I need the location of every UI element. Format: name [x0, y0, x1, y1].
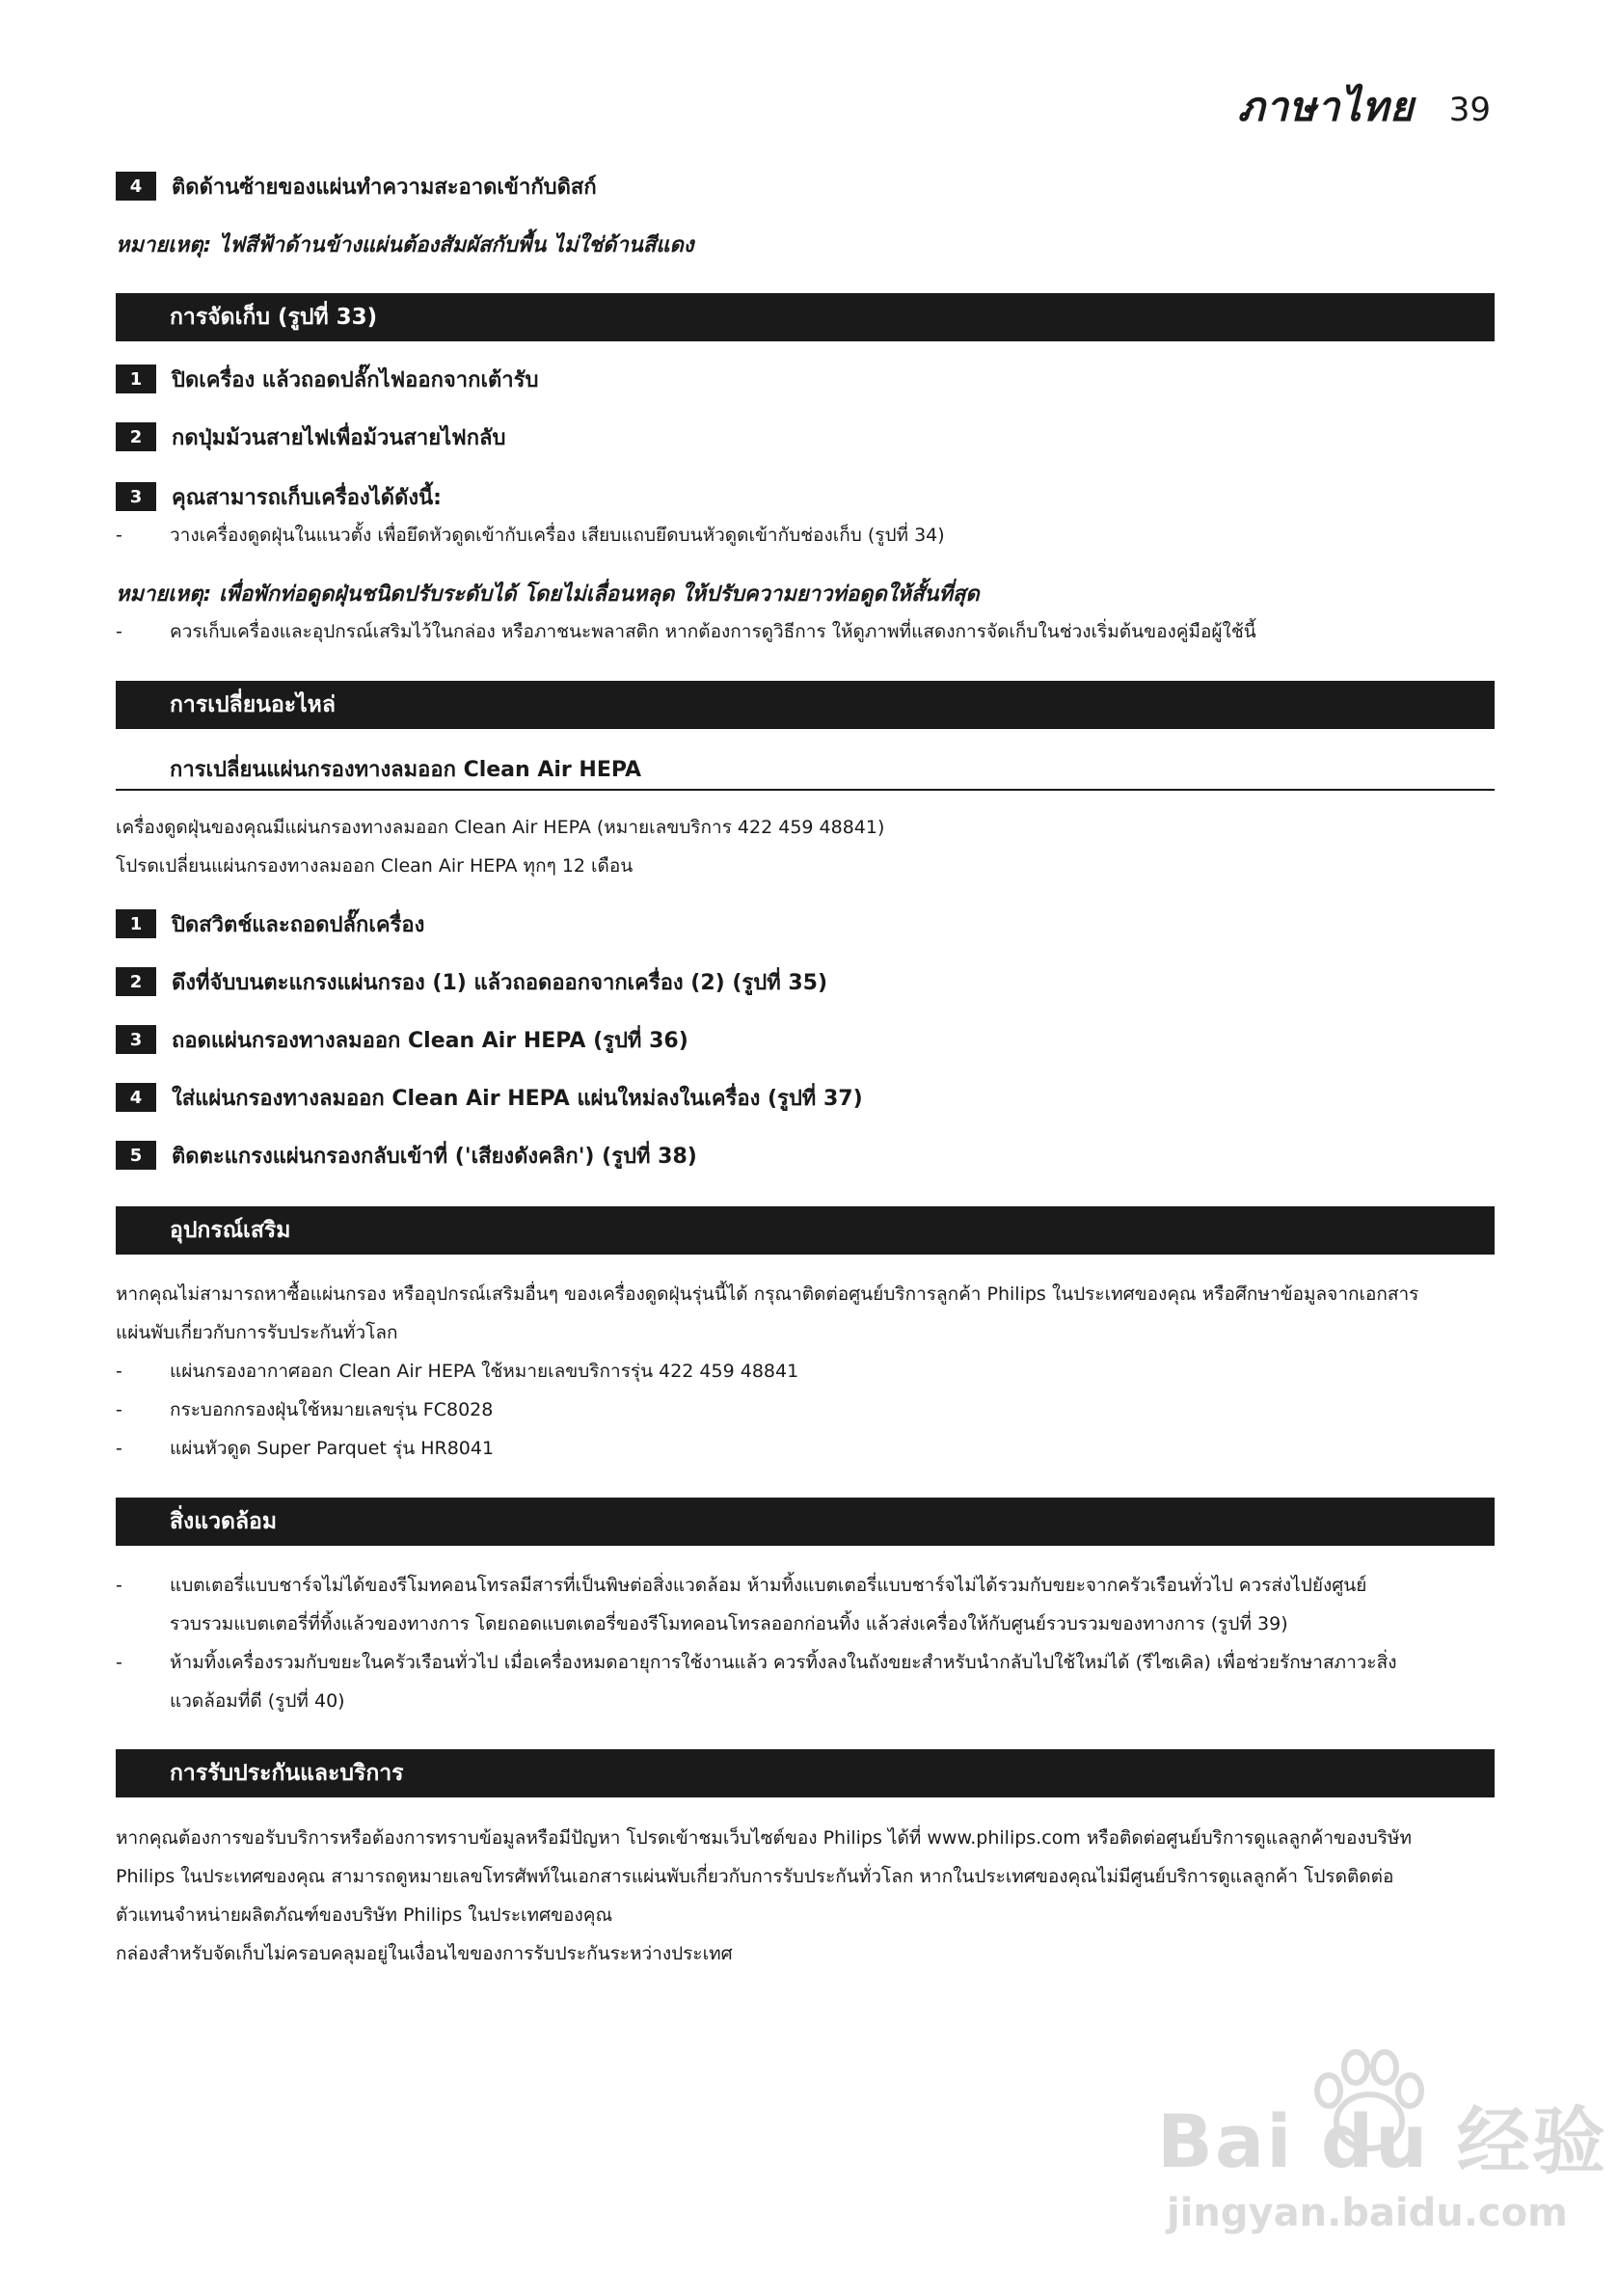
subsection-header — [116, 748, 1495, 791]
bullet-text: วางเครื่องดูดฝุ่นในแนวตั้ง เพื่อยึดหัวดูดเข้ากับเครื่อง เสียบแถบยึดบนหัวดูดเข้ากับช่องเก็บ (รูปที่ 34) — [170, 525, 945, 546]
paragraph: โปรดเปลี่ยนแผ่นกรองทางลมออก Clean Air HEPA ทุกๆ 12 เดือน — [116, 855, 634, 877]
paragraph: เครื่องดูดฝุ่นของคุณมีแผ่นกรองทางลมออก Clean Air HEPA (หมายเลขบริการ 422 459 48841) — [116, 817, 885, 838]
note-text: หมายเหตุ: ไฟสีฟ้าด้านข้างแผ่นต้องสัมผัสกับพื้น ไม่ใช่ด้านสีแดง — [116, 233, 694, 257]
bullet-text: กระบอกกรองฝุ่นใช้หมายเลขรุ่น FC8028 — [170, 1399, 494, 1420]
step-item — [116, 1023, 688, 1056]
bullet-item: - ห้ามทิ้งเครื่องรวมกับขยะในครัวเรือนทั่วไป เมื่อเครื่องหมดอายุการใช้งานแล้ว ควรทิ้งลงในถังขยะสำหรับนำกลับไปใช้ใหม่ได้ (รีไซเคิล) เพื่อช่วยรักษาสภาวะสิ่ง แวดล้อมที่ดี (รูปที่ 40) — [116, 1643, 1495, 1720]
step-number: 5 — [116, 1141, 156, 1170]
watermark-url: jingyan.baidu.com — [1167, 2191, 1568, 2235]
paragraph: แผ่นพับเกี่ยวกับการรับประกันทั่วโลก — [116, 1322, 398, 1343]
step-item — [116, 1139, 697, 1172]
section-title: อุปกรณ์เสริม — [170, 1218, 291, 1243]
paragraph: หากคุณต้องการขอรับบริการหรือต้องการทราบข้อมูลหรือมีปัญหา โปรดเข้าชมเว็บไซต์ของ Philips ได้ที่ www.philips.com หรือติดต่อศูนย์บริการดูแลลูกค้าของบริษัท — [116, 1827, 1412, 1849]
step-text: ใส่แผ่นกรองทางลมออก Clean Air HEPA แผ่นใหม่ลงในเครื่อง (รูปที่ 37) — [172, 1086, 863, 1111]
paragraph: Philips ในประเทศของคุณ สามารถดูหมายเลขโทรศัพท์ในเอกสารแผ่นพับเกี่ยวกับการรับประกันทั่วโลก หากในประเทศของคุณไม่มีศูนย์บริการดูแลลูกค้า โปรดติดต่อ — [116, 1866, 1394, 1887]
watermark-logo: Bai du 经验 — [1157, 2098, 1607, 2184]
step-number: 4 — [116, 1083, 156, 1112]
step-number: 2 — [116, 967, 156, 996]
step-item — [116, 1081, 863, 1114]
bullet-item: - แผ่นหัวดูด Super Parquet รุ่น HR8041 — [116, 1429, 1495, 1468]
step-text: ดึงที่จับบนตะแกรงแผ่นกรอง (1) แล้วถอดออกจากเครื่อง (2) (รูปที่ 35) — [172, 970, 828, 995]
bullet-text: ควรเก็บเครื่องและอุปกรณ์เสริมไว้ในกล่อง หรือภาชนะพลาสติก หากต้องการดูวิธีการ ให้ดูภาพที่แสดงการจัดเก็บในช่วงเริ่มต้นของคู่มือผู้ใช้นี้ — [170, 621, 1256, 642]
bullet-item: - กระบอกกรองฝุ่นใช้หมายเลขรุ่น FC8028 — [116, 1391, 1495, 1429]
section-title: การเปลี่ยนอะไหล่ — [170, 692, 336, 717]
bullet-item: - แผ่นกรองอากาศออก Clean Air HEPA ใช้หมายเลขบริการรุ่น 422 459 48841 — [116, 1352, 1495, 1391]
step-text: ถอดแผ่นกรองทางลมออก Clean Air HEPA (รูปที่ 36) — [172, 1028, 688, 1053]
bullet-text: แบตเตอรี่แบบชาร์จไม่ได้ของรีโมทคอนโทรลมีสารที่เป็นพิษต่อสิ่งแวดล้อม ห้ามทิ้งแบตเตอรี่แบบชาร์จไม่ได้รวมกับขยะจากครัวเรือนทั่วไป ควรส่งไปยังศูนย์ รวบรวมแบตเตอรี่ที่ทิ้งแล้วของทางการ โดยถอดแบตเตอรี่ของรีโมทคอนโทรลออกก่อนทิ้ง แล้วส่งเครื่องให้กับศูนย์รวบรวมของทางการ (รูปที่ 39) — [170, 1575, 1367, 1634]
bullet-item: - แบตเตอรี่แบบชาร์จไม่ได้ของรีโมทคอนโทรลมีสารที่เป็นพิษต่อสิ่งแวดล้อม ห้ามทิ้งแบตเตอรี่แบบชาร์จไม่ได้รวมกับขยะจากครัวเรือนทั่วไป ควรส่งไปยังศูนย์ รวบรวมแบตเตอรี่ที่ทิ้งแล้วของทางการ โดยถอดแบตเตอรี่ของรีโมทคอนโทรลออกก่อนทิ้ง แล้วส่งเครื่องให้กับศูนย์รวบรวมของทางการ (รูปที่ 39) — [116, 1566, 1495, 1643]
step-text: ปิดสวิตช์และถอดปลั๊กเครื่อง — [172, 912, 425, 937]
step-number: 2 — [116, 422, 156, 451]
step-text: คุณสามารถเก็บเครื่องได้ดังนี้: — [172, 485, 442, 510]
step-item — [116, 420, 506, 453]
step-text: ปิดเครื่อง แล้วถอดปลั๊กไฟออกจากเต้ารับ — [172, 367, 539, 392]
step-item — [116, 363, 538, 395]
section-title: สิ่งแวดล้อม — [170, 1509, 278, 1534]
step-item — [116, 965, 827, 998]
bullet-item: - วางเครื่องดูดฝุ่นในแนวตั้ง เพื่อยึดหัวดูดเข้ากับเครื่อง เสียบแถบยึดบนหัวดูดเข้ากับช่องเก็บ (รูปที่ 34) — [116, 516, 1495, 554]
step-text: ติดด้านซ้ายของแผ่นทำความสะอาดเข้ากับดิสก์ — [172, 175, 597, 200]
step-text: ติดตะแกรงแผ่นกรองกลับเข้าที่ ('เสียงดังคลิก') (รูปที่ 38) — [172, 1144, 697, 1169]
paragraph: กล่องสำหรับจัดเก็บไม่ครอบคลุมอยู่ในเงื่อนไขของการรับประกันระหว่างประเทศ — [116, 1943, 733, 1964]
step-item — [116, 170, 597, 203]
page-number: 39 — [1448, 91, 1491, 129]
step-number: 1 — [116, 909, 156, 938]
section-header-storage — [116, 293, 1495, 341]
subsection-title: การเปลี่ยนแผ่นกรองทางลมออก Clean Air HEPA — [170, 758, 641, 782]
step-number: 3 — [116, 1025, 156, 1054]
section-header-accessories — [116, 1206, 1495, 1255]
step-text: กดปุ่มม้วนสายไฟเพื่อม้วนสายไฟกลับ — [172, 425, 506, 450]
note-text: หมายเหตุ: เพื่อพักท่อดูดฝุ่นชนิดปรับระดับได้ โดยไม่เลื่อนหลุด ให้ปรับความยาวท่อดูดให้สั้นที่สุด — [116, 582, 980, 607]
section-header-replacement — [116, 681, 1495, 729]
language-heading: ภาษาไทย — [1237, 83, 1415, 130]
step-item — [116, 907, 424, 940]
step-number: 3 — [116, 482, 156, 511]
step-number: 4 — [116, 172, 156, 201]
section-title: การรับประกันและบริการ — [170, 1761, 404, 1786]
section-title: การจัดเก็บ (รูปที่ 33) — [170, 305, 378, 330]
bullet-text: ห้ามทิ้งเครื่องรวมกับขยะในครัวเรือนทั่วไป เมื่อเครื่องหมดอายุการใช้งานแล้ว ควรทิ้งลงในถังขยะสำหรับนำกลับไปใช้ใหม่ได้ (รีไซเคิล) เพื่อช่วยรักษาสภาวะสิ่ง แวดล้อมที่ดี (รูปที่ 40) — [170, 1652, 1397, 1712]
section-header-environment — [116, 1498, 1495, 1546]
bullet-text: แผ่นกรองอากาศออก Clean Air HEPA ใช้หมายเลขบริการรุ่น 422 459 48841 — [170, 1361, 799, 1382]
bullet-item: - ควรเก็บเครื่องและอุปกรณ์เสริมไว้ในกล่อง หรือภาชนะพลาสติก หากต้องการดูวิธีการ ให้ดูภาพที่แสดงการจัดเก็บในช่วงเริ่มต้นของคู่มือผู้ใช้นี้ — [116, 612, 1495, 651]
page-header — [1238, 75, 1491, 139]
baidu-watermark — [1157, 2083, 1607, 2256]
step-item — [116, 480, 442, 513]
bullet-text: แผ่นหัวดูด Super Parquet รุ่น HR8041 — [170, 1438, 495, 1459]
step-number: 1 — [116, 365, 156, 393]
section-header-warranty — [116, 1749, 1495, 1797]
paragraph: หากคุณไม่สามารถหาซื้อแผ่นกรอง หรืออุปกรณ์เสริมอื่นๆ ของเครื่องดูดฝุ่นรุ่นนี้ได้ กรุณาติดต่อศูนย์บริการลูกค้า Philips ในประเทศของคุณ หรือศึกษาข้อมูลจากเอกสาร — [116, 1283, 1419, 1305]
paragraph: ตัวแทนจำหน่ายผลิตภัณฑ์ของบริษัท Philips ในประเทศของคุณ — [116, 1904, 613, 1926]
